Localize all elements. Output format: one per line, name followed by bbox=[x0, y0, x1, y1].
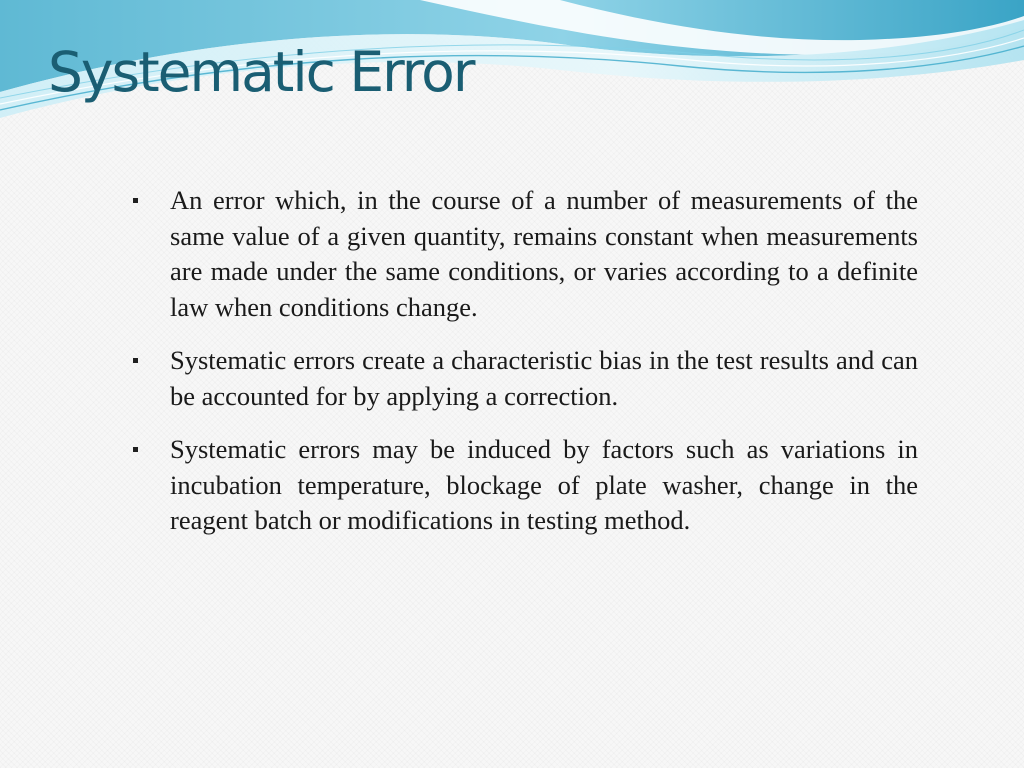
bullet-list bbox=[132, 183, 918, 557]
slide-title: Systematic Error bbox=[48, 40, 474, 104]
bullet-text: An error which, in the course of a number of measurements of the same value of a given quantity, remains constant when measurements are made under the same conditions, or varies according to a definite law when conditions change. bbox=[170, 185, 918, 322]
square-bullet-icon bbox=[132, 432, 170, 468]
bullet-item-3 bbox=[132, 432, 918, 539]
bullet-text: Systematic errors may be induced by factors such as variations in incubation temperature, blockage of plate washer, change in the reagent batch or modifications in testing method. bbox=[170, 434, 918, 535]
square-bullet-icon bbox=[132, 183, 170, 219]
bullet-item-2 bbox=[132, 343, 918, 414]
square-bullet-icon bbox=[132, 343, 170, 379]
bullet-text: Systematic errors create a characteristic bias in the test results and can be accounted for by applying a correction. bbox=[170, 345, 918, 411]
bullet-item-1 bbox=[132, 183, 918, 325]
